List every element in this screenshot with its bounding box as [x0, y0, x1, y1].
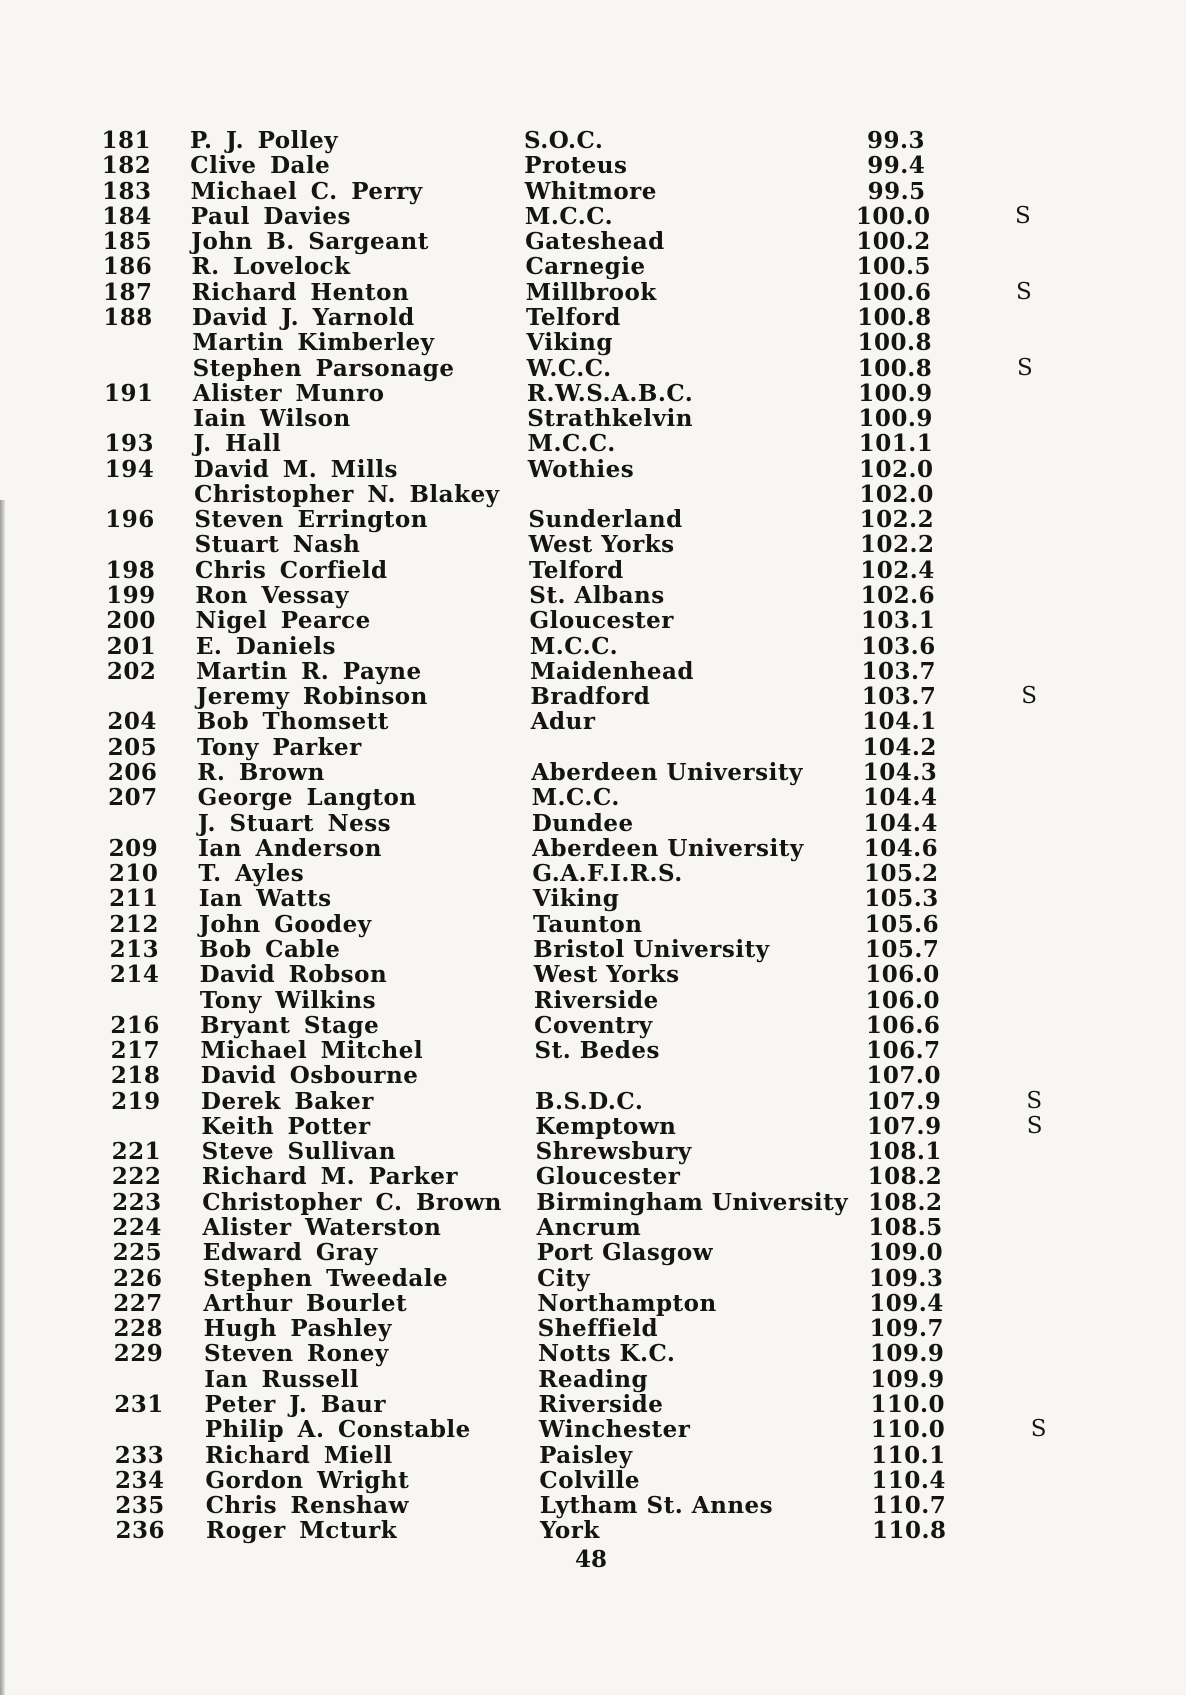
table-row: [0, 962, 1186, 987]
club-cell: Winchester: [538, 1416, 691, 1444]
score-cell: 100.6: [856, 278, 932, 306]
table-row: [0, 836, 1186, 861]
name-cell: Peter J. Baur: [204, 1391, 387, 1418]
table-row: [0, 229, 1186, 254]
club-cell: Colville: [539, 1466, 640, 1494]
club-cell: Gloucester: [529, 607, 674, 635]
club-cell: W.C.C.: [526, 354, 612, 382]
page-number: 48: [575, 1546, 608, 1573]
score-cell: 109.9: [869, 1340, 945, 1368]
table-row: [0, 1518, 1186, 1543]
name-cell: George Langton: [197, 784, 417, 812]
club-cell: B.S.D.C.: [535, 1087, 644, 1115]
table-row: [0, 280, 1186, 305]
score-cell: 103.1: [860, 607, 936, 635]
name-cell: J. Hall: [193, 430, 282, 458]
name-cell: Hugh Pashley: [203, 1315, 392, 1343]
club-cell: Wothies: [527, 455, 635, 483]
club-cell: Lytham St. Annes: [539, 1492, 774, 1520]
club-cell: Maidenhead: [530, 657, 694, 685]
club-cell: S.O.C.: [524, 127, 604, 154]
name-cell: Ian Anderson: [198, 834, 382, 862]
table-row: [0, 128, 1186, 153]
position-cell: 181: [101, 127, 151, 154]
club-cell: Carnegie: [525, 253, 646, 281]
score-cell: 108.2: [867, 1163, 943, 1191]
position-cell: 183: [101, 177, 152, 205]
position-cell: 209: [108, 834, 159, 862]
table-row: [0, 507, 1186, 532]
name-cell: John Goodey: [199, 910, 372, 938]
table-row: [0, 912, 1186, 937]
position-cell: 231: [114, 1391, 164, 1418]
score-cell: 102.2: [859, 506, 935, 534]
club-cell: Sheffield: [537, 1315, 659, 1343]
name-cell: Arthur Bourlet: [203, 1289, 408, 1317]
table-row: [0, 1468, 1186, 1493]
club-cell: Strathkelvin: [527, 405, 693, 433]
name-cell: Iain Wilson: [193, 405, 351, 433]
score-cell: 100.0: [855, 202, 931, 230]
name-cell: Nigel Pearce: [195, 607, 371, 635]
table-row: [0, 431, 1186, 456]
position-cell: 214: [109, 961, 160, 989]
position-cell: 212: [109, 910, 159, 938]
score-cell: 110.0: [870, 1416, 946, 1444]
position-cell: 200: [106, 607, 156, 635]
score-cell: 99.4: [867, 152, 926, 180]
score-cell: 106.0: [865, 961, 940, 989]
position-cell: 225: [112, 1239, 163, 1267]
club-cell: West Yorks: [528, 531, 675, 559]
position-cell: 229: [113, 1340, 164, 1368]
club-cell: Aberdeen University: [532, 834, 804, 862]
flag-cell: S: [1015, 278, 1033, 305]
name-cell: Gordon Wright: [205, 1466, 410, 1494]
score-cell: 103.7: [861, 683, 937, 711]
table-row: [0, 1013, 1186, 1038]
table-row: [0, 684, 1186, 709]
name-cell: Stephen Tweedale: [203, 1264, 449, 1292]
score-cell: 100.8: [857, 303, 932, 331]
club-cell: Viking: [532, 885, 620, 913]
name-cell: Ian Watts: [198, 885, 332, 913]
flag-cell: S: [1016, 354, 1034, 381]
name-cell: Keith Potter: [201, 1112, 371, 1140]
score-cell: 104.2: [862, 733, 937, 761]
name-cell: Alister Waterston: [202, 1214, 442, 1242]
club-cell: M.C.C.: [529, 632, 619, 660]
score-cell: 108.2: [867, 1188, 943, 1216]
flag-cell: S: [1026, 1112, 1044, 1139]
score-cell: 110.7: [871, 1492, 947, 1520]
score-cell: 109.9: [870, 1365, 945, 1393]
position-cell: 205: [107, 733, 158, 761]
table-row: [0, 1493, 1186, 1518]
position-cell: 227: [113, 1289, 163, 1317]
table-row: [0, 861, 1186, 886]
name-cell: Richard Henton: [191, 278, 410, 306]
table-row: [0, 532, 1186, 557]
position-cell: 193: [104, 430, 155, 458]
score-cell: 102.2: [859, 531, 935, 559]
club-cell: M.C.C.: [524, 202, 614, 230]
position-cell: 188: [103, 303, 153, 331]
score-cell: 100.9: [858, 405, 933, 433]
table-row: [0, 760, 1186, 785]
club-cell: Bristol University: [533, 935, 770, 963]
table-row: [0, 1266, 1186, 1291]
position-cell: 234: [114, 1466, 165, 1494]
name-cell: Edward Gray: [202, 1239, 378, 1267]
score-cell: 110.8: [872, 1517, 947, 1545]
club-cell: Telford: [526, 303, 621, 331]
name-cell: Steve Sullivan: [201, 1138, 397, 1166]
name-cell: Michael C. Perry: [190, 177, 423, 205]
position-cell: 216: [110, 1011, 160, 1039]
position-cell: 235: [115, 1492, 165, 1520]
position-cell: 196: [105, 506, 155, 534]
club-cell: M.C.C.: [527, 430, 616, 458]
club-cell: Ancrum: [536, 1214, 642, 1242]
table-row: [0, 1341, 1186, 1366]
score-cell: 104.4: [863, 809, 938, 837]
position-cell: 206: [107, 759, 158, 786]
table-row: [0, 1316, 1186, 1341]
score-cell: 101.1: [858, 430, 934, 458]
table-row: [0, 179, 1186, 204]
name-cell: David M. Mills: [193, 455, 398, 483]
club-cell: Birmingham University: [536, 1188, 849, 1216]
club-cell: Telford: [528, 556, 624, 584]
table-row: [0, 1291, 1186, 1316]
position-cell: 207: [108, 784, 158, 812]
club-cell: City: [537, 1264, 591, 1292]
name-cell: David Osbourne: [200, 1062, 419, 1090]
position-cell: 201: [106, 632, 157, 660]
club-cell: St. Albans: [529, 582, 665, 610]
score-cell: 107.9: [866, 1087, 942, 1115]
table-row: [0, 254, 1186, 279]
name-cell: Bryant Stage: [200, 1011, 380, 1039]
score-cell: 100.8: [857, 354, 933, 382]
name-cell: Stephen Parsonage: [192, 354, 455, 382]
score-cell: 102.0: [859, 480, 934, 508]
position-cell: 218: [110, 1062, 161, 1090]
name-cell: Ian Russell: [204, 1365, 359, 1393]
table-row: [0, 356, 1186, 381]
club-cell: Viking: [526, 329, 613, 357]
table-row: [0, 381, 1186, 406]
name-cell: Clive Dale: [190, 152, 331, 180]
name-cell: Bob Thomsett: [196, 708, 389, 736]
table-row: [0, 1443, 1186, 1468]
position-cell: 213: [109, 935, 160, 963]
club-cell: Shrewsbury: [535, 1138, 692, 1166]
club-cell: Riverside: [538, 1391, 664, 1418]
club-cell: St. Bedes: [534, 1037, 660, 1065]
score-cell: 99.5: [867, 177, 926, 205]
club-cell: Taunton: [533, 910, 643, 938]
position-cell: 233: [114, 1441, 165, 1469]
score-cell: 109.3: [868, 1264, 944, 1292]
table-row: [0, 1139, 1186, 1164]
name-cell: E. Daniels: [195, 632, 336, 660]
club-cell: Reading: [538, 1365, 649, 1393]
name-cell: David Robson: [199, 961, 388, 989]
score-cell: 100.8: [857, 329, 932, 357]
club-cell: R.W.S.A.B.C.: [526, 379, 694, 407]
name-cell: Chris Renshaw: [205, 1492, 409, 1520]
name-cell: John B. Sargeant: [191, 228, 429, 256]
table-row: [0, 659, 1186, 684]
table-row: [0, 988, 1186, 1013]
score-cell: 105.3: [864, 885, 939, 913]
table-row: [0, 608, 1186, 633]
score-cell: 100.9: [858, 379, 933, 407]
name-cell: Christopher C. Brown: [202, 1188, 502, 1216]
position-cell: 187: [103, 278, 153, 306]
table-row: [0, 305, 1186, 330]
club-cell: Adur: [530, 708, 596, 736]
position-cell: 210: [108, 860, 159, 888]
position-cell: 224: [112, 1214, 162, 1242]
table-row: [0, 1392, 1186, 1417]
name-cell: T. Ayles: [198, 860, 305, 888]
table-row: [0, 1367, 1186, 1392]
club-cell: Aberdeen University: [531, 759, 803, 786]
score-cell: 102.0: [859, 455, 934, 483]
name-cell: Martin R. Payne: [196, 657, 422, 685]
position-cell: 182: [101, 152, 152, 180]
club-cell: Northampton: [537, 1289, 717, 1317]
club-cell: Dundee: [531, 809, 634, 837]
table-row: [0, 1063, 1186, 1088]
position-cell: 198: [105, 556, 156, 584]
score-cell: 102.4: [860, 556, 935, 584]
score-cell: 106.0: [865, 986, 941, 1014]
table-row: [0, 811, 1186, 836]
score-cell: 104.1: [862, 708, 937, 736]
club-cell: West Yorks: [533, 961, 680, 989]
club-cell: Bradford: [530, 683, 651, 711]
table-row: [0, 709, 1186, 734]
score-cell: 99.3: [866, 127, 925, 154]
club-cell: Riverside: [533, 986, 659, 1014]
score-cell: 100.2: [856, 228, 931, 256]
score-cell: 103.6: [861, 632, 936, 660]
position-cell: 228: [113, 1315, 163, 1343]
table-row: [0, 330, 1186, 355]
position-cell: 236: [115, 1517, 165, 1545]
name-cell: Richard Miell: [205, 1441, 393, 1469]
name-cell: Bob Cable: [199, 935, 341, 963]
table-row: [0, 1114, 1186, 1139]
club-cell: Gateshead: [525, 228, 665, 256]
position-cell: 185: [102, 228, 153, 256]
score-cell: 110.4: [871, 1466, 946, 1494]
table-row: [0, 634, 1186, 659]
score-cell: 107.9: [867, 1112, 942, 1140]
score-cell: 105.7: [864, 935, 940, 963]
name-cell: J. Stuart Ness: [197, 809, 392, 837]
position-cell: 222: [111, 1163, 162, 1191]
score-cell: 109.7: [869, 1315, 945, 1343]
position-cell: 211: [109, 885, 159, 913]
score-cell: 106.6: [865, 1011, 941, 1039]
flag-cell: S: [1021, 683, 1038, 710]
club-cell: Sunderland: [528, 506, 683, 534]
name-cell: Alister Munro: [192, 379, 385, 407]
club-cell: M.C.C.: [531, 784, 620, 812]
name-cell: R. Brown: [197, 759, 325, 786]
table-row: [0, 785, 1186, 810]
score-cell: 104.3: [862, 759, 938, 786]
position-cell: 223: [112, 1188, 162, 1216]
table-row: [0, 937, 1186, 962]
position-cell: 221: [111, 1138, 162, 1166]
name-cell: Roger Mcturk: [206, 1517, 398, 1545]
club-cell: Notts K.C.: [537, 1340, 676, 1368]
score-cell: 110.0: [870, 1391, 945, 1418]
table-row: [0, 558, 1186, 583]
table-row: [0, 1164, 1186, 1189]
position-cell: 194: [104, 455, 155, 483]
club-cell: Kemptown: [535, 1112, 677, 1140]
score-cell: 104.4: [863, 784, 938, 812]
position-cell: 202: [106, 657, 157, 685]
table-row: [0, 1190, 1186, 1215]
name-cell: Tony Wilkins: [199, 986, 377, 1014]
table-row: [0, 583, 1186, 608]
club-cell: G.A.F.I.R.S.: [532, 860, 683, 888]
score-cell: 105.2: [863, 860, 939, 888]
table-row: [0, 457, 1186, 482]
score-cell: 110.1: [871, 1441, 946, 1469]
table-row: [0, 153, 1186, 178]
table-row: [0, 204, 1186, 229]
name-cell: Richard M. Parker: [201, 1163, 458, 1191]
flag-cell: S: [1014, 202, 1032, 229]
score-cell: 109.4: [869, 1289, 944, 1317]
table-row: [0, 1215, 1186, 1240]
position-cell: 191: [104, 379, 154, 407]
club-cell: York: [540, 1517, 600, 1545]
name-cell: Tony Parker: [196, 733, 362, 761]
table-row: [0, 406, 1186, 431]
table-row: [0, 886, 1186, 911]
score-cell: 102.6: [860, 582, 936, 610]
club-cell: Millbrook: [525, 278, 657, 306]
name-cell: Martin Kimberley: [192, 329, 435, 357]
score-cell: 108.5: [868, 1214, 943, 1242]
name-cell: P. J. Polley: [190, 127, 339, 154]
name-cell: R. Lovelock: [191, 253, 351, 281]
score-cell: 105.6: [864, 910, 940, 938]
score-cell: 106.7: [866, 1037, 941, 1065]
position-cell: 219: [111, 1087, 161, 1115]
table-row: [0, 1089, 1186, 1114]
name-cell: Paul Davies: [190, 202, 351, 230]
club-cell: Whitmore: [524, 177, 657, 205]
table-row: [0, 1417, 1186, 1442]
club-cell: Paisley: [539, 1441, 633, 1469]
table-row: [0, 1038, 1186, 1063]
name-cell: Ron Vessay: [195, 582, 349, 610]
name-cell: Stuart Nash: [194, 531, 361, 559]
table-row: [0, 482, 1186, 507]
position-cell: 217: [110, 1037, 161, 1065]
name-cell: Steven Roney: [203, 1340, 389, 1368]
club-cell: Gloucester: [535, 1163, 681, 1191]
name-cell: David J. Yarnold: [192, 303, 415, 331]
name-cell: Michael Mitchel: [200, 1037, 424, 1065]
flag-cell: S: [1030, 1416, 1047, 1443]
table-row: [0, 1240, 1186, 1265]
position-cell: 226: [112, 1264, 163, 1292]
club-cell: Coventry: [534, 1011, 653, 1039]
score-cell: 107.0: [866, 1062, 941, 1090]
club-cell: Port Glasgow: [536, 1239, 714, 1267]
position-cell: 199: [106, 582, 156, 610]
score-cell: 103.7: [861, 657, 937, 685]
position-cell: 184: [102, 202, 152, 230]
name-cell: Derek Baker: [201, 1087, 374, 1115]
name-cell: Jeremy Robinson: [196, 683, 428, 711]
position-cell: 204: [107, 708, 157, 736]
name-cell: Christopher N. Blakey: [194, 480, 500, 508]
score-cell: 104.6: [863, 834, 939, 862]
score-cell: 100.5: [856, 253, 932, 281]
name-cell: Philip A. Constable: [204, 1416, 471, 1444]
table-row: [0, 735, 1186, 760]
flag-cell: S: [1026, 1087, 1043, 1114]
position-cell: 186: [102, 253, 153, 281]
score-cell: 108.1: [867, 1138, 942, 1166]
name-cell: Chris Corfield: [194, 556, 388, 584]
name-cell: Steven Errington: [194, 506, 428, 534]
club-cell: Proteus: [524, 152, 628, 180]
score-cell: 109.0: [868, 1239, 944, 1267]
